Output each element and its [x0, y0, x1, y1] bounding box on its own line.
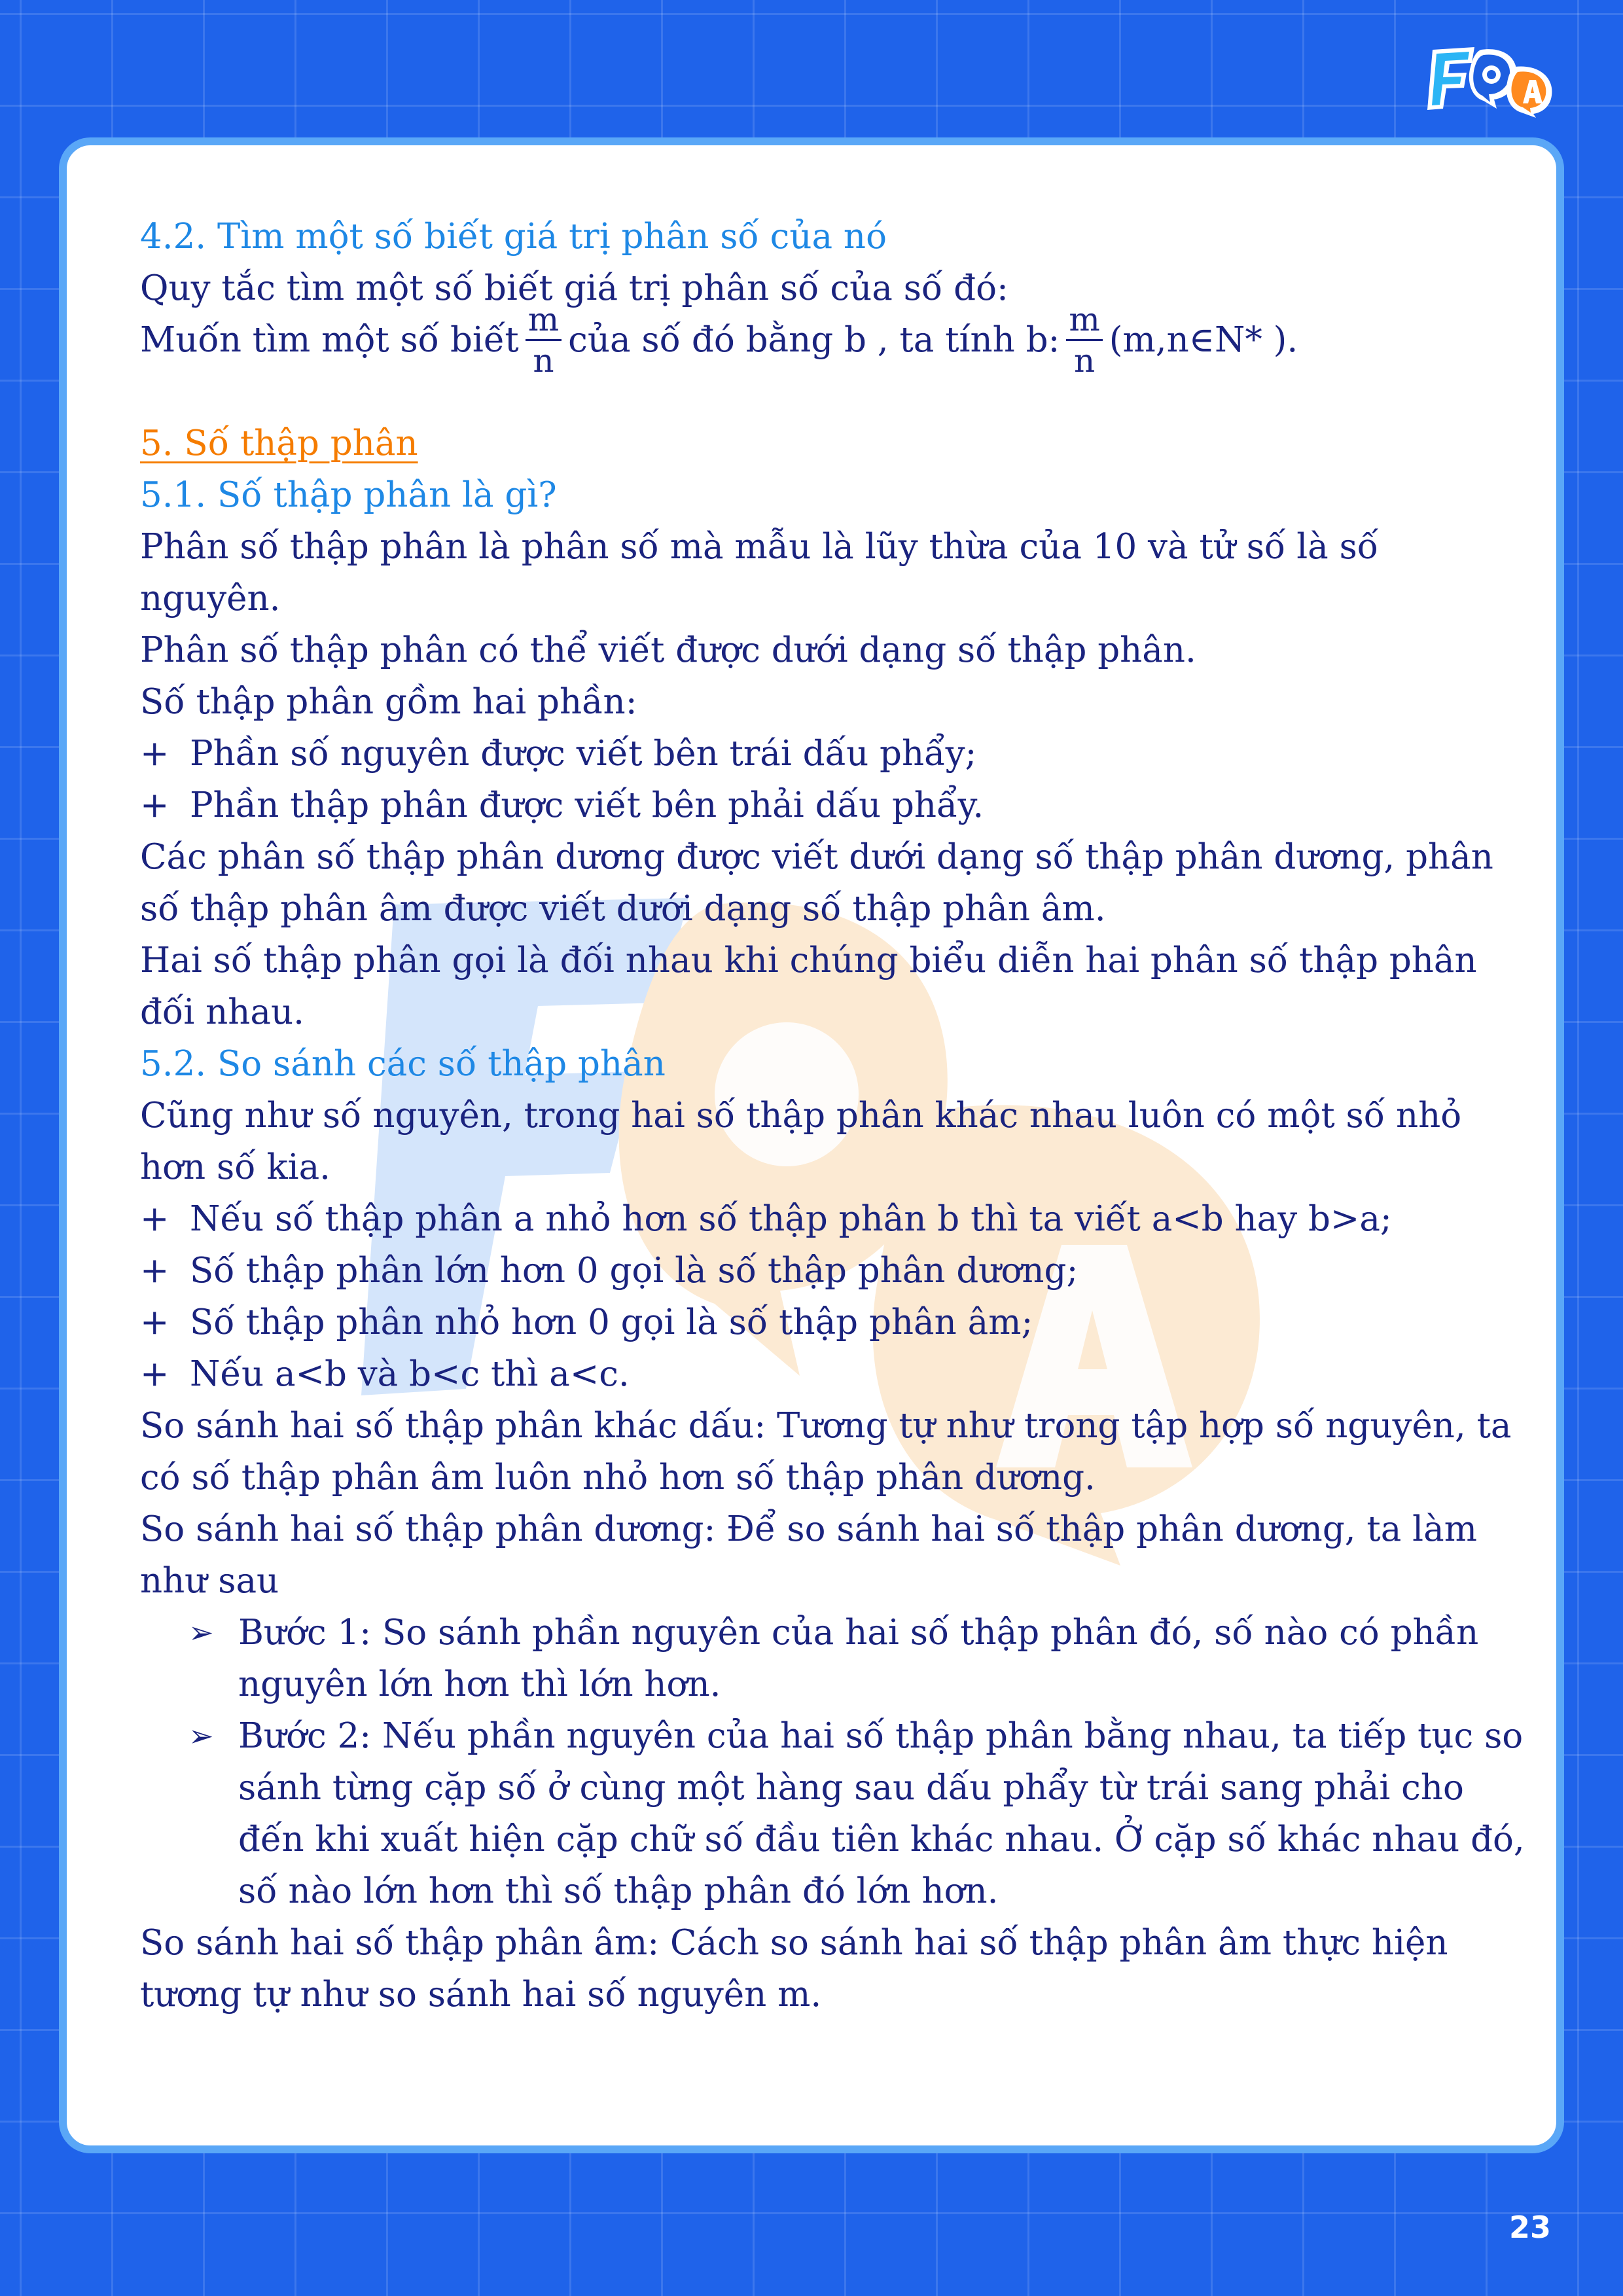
plus-bullet: + [140, 1354, 169, 1394]
page-number: 23 [1508, 2210, 1551, 2245]
paragraph: số thập phân âm được viết dưới dạng số thập phân âm. [140, 889, 1106, 929]
list-item-text: Số thập phân nhỏ hơn 0 gọi là số thập phân âm; [190, 1302, 1033, 1342]
list-item [140, 728, 1534, 780]
fraction-numerator: m [1066, 300, 1102, 341]
step-text: Bước 1: So sánh phần nguyên của hai số thập phân đó, số nào có phần nguyên lớn hơn thì lớn hơn. [238, 1613, 1479, 1704]
paragraph: Cũng như số nguyên, trong hai số thập phân khác nhau luôn có một số nhỏ [140, 1096, 1462, 1136]
paragraph: So sánh hai số thập phân âm: Cách so sánh hai số thập phân âm thực hiện [140, 1923, 1448, 1963]
heading-5-1: 5.1. Số thập phân là gì? [140, 475, 557, 515]
paragraph: Hai số thập phân gọi là đối nhau khi chúng biểu diễn hai phân số thập phân [140, 941, 1477, 980]
heading-5-2: 5.2. So sánh các số thập phân [140, 1044, 666, 1084]
plus-bullet: + [140, 734, 169, 774]
list-item-text: Phần thập phân được viết bên phải dấu phẩy. [190, 785, 984, 825]
paragraph: Phân số thập phân có thể viết được dưới dạng số thập phân. [140, 630, 1196, 670]
document-text [140, 211, 1534, 2020]
list-item [140, 780, 1534, 831]
fraction-m-n [526, 300, 562, 380]
arrow-bullet-icon: ➢ [188, 1718, 214, 1753]
list-item-text: Nếu số thập phân a nhỏ hơn số thập phân b thì ta viết a<b hay b>a; [190, 1199, 1392, 1239]
rule-text-1: Muốn tìm một số biết [140, 319, 519, 360]
heading-5: 5. Số thập phân [140, 423, 418, 463]
fraction-numerator: m [526, 300, 562, 341]
step-item [188, 1710, 1534, 1917]
step-text: Bước 2: Nếu phần nguyên của hai số thập phân bằng nhau, ta tiếp tục so sánh từng cặp số ở cùng một hàng sau dấu phẩy từ trái sang phải cho đến khi xuất hiện cặp chữ số đầu tiên khác nhau. Ở cặp số khác nhau đó, số nào lớn hơn thì số thập phân đó lớn hơn. [238, 1716, 1525, 1911]
list-item [140, 1193, 1534, 1245]
plus-bullet: + [140, 1302, 169, 1342]
plus-bullet: + [140, 1251, 169, 1291]
list-item [140, 1348, 1534, 1400]
paragraph: Số thập phân gồm hai phần: [140, 682, 637, 722]
paragraph: Các phân số thập phân dương được viết dưới dạng số thập phân dương, phân [140, 837, 1493, 877]
paragraph: tương tự như so sánh hai số nguyên m. [140, 1975, 822, 2015]
paragraph: So sánh hai số thập phân khác dấu: Tương tự như trong tập hợp số nguyên, ta [140, 1406, 1512, 1446]
plus-bullet: + [140, 1199, 169, 1239]
rule-intro: Quy tắc tìm một số biết giá trị phân số của số đó: [140, 268, 1008, 308]
paragraph: Phân số thập phân là phân số mà mẫu là lũy thừa của 10 và tử số là số [140, 527, 1379, 567]
list-item-text: Phần số nguyên được viết bên trái dấu phẩy; [190, 734, 977, 774]
heading-4-2: 4.2. Tìm một số biết giá trị phân số của nó [140, 217, 887, 257]
plus-bullet: + [140, 785, 169, 825]
list-item [140, 1245, 1534, 1297]
fqa-logo [1423, 41, 1561, 119]
list-item-text: Số thập phân lớn hơn 0 gọi là số thập phân dương; [190, 1251, 1079, 1291]
step-item [188, 1607, 1534, 1710]
paragraph: có số thập phân âm luôn nhỏ hơn số thập phân dương. [140, 1458, 1096, 1498]
fraction-denominator: n [1073, 341, 1096, 380]
list-item-text: Nếu a<b và b<c thì a<c. [190, 1354, 630, 1394]
paragraph: như sau [140, 1561, 279, 1601]
rule-text-3: (m,n∈N* ). [1109, 319, 1298, 360]
arrow-bullet-icon: ➢ [188, 1615, 214, 1650]
list-item [140, 1297, 1534, 1348]
rule-text-2: của số đó bằng b , ta tính b: [568, 319, 1060, 360]
paragraph: đối nhau. [140, 992, 304, 1032]
content-card [59, 137, 1564, 2153]
fraction-m-n-2 [1066, 300, 1102, 380]
fraction-denominator: n [533, 341, 554, 380]
paragraph: nguyên. [140, 579, 281, 619]
paragraph: hơn số kia. [140, 1147, 331, 1187]
paragraph: So sánh hai số thập phân dương: Để so sánh hai số thập phân dương, ta làm [140, 1509, 1477, 1549]
